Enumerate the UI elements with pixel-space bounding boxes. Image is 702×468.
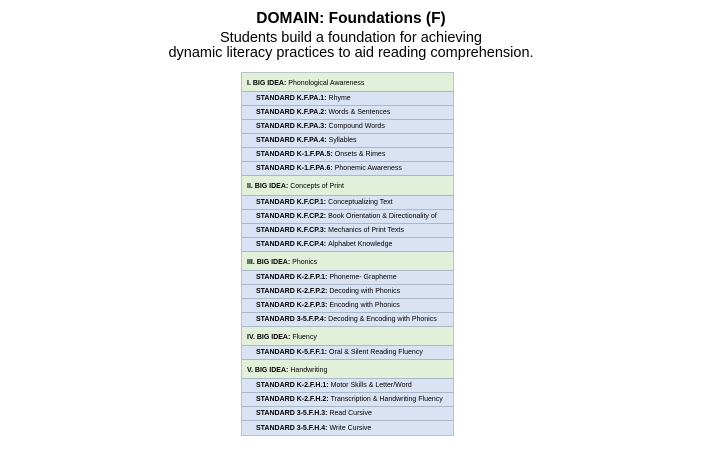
standard-row (242, 92, 453, 106)
standard-name: Conceptualizing Text (328, 199, 393, 206)
standard-row (242, 224, 453, 238)
big-idea-name: Phonics (292, 259, 318, 266)
standard-name: Alphabet Knowledge (328, 241, 393, 248)
standard-row (242, 346, 453, 360)
standard-code: STANDARD K.F.PA.2: (256, 109, 327, 116)
page-subtitle (0, 31, 702, 61)
standard-name: Transcription & Handwriting Fluency (330, 396, 443, 403)
standard-row (242, 210, 453, 224)
big-idea-name: Fluency (292, 334, 317, 341)
subtitle-line: Students build a foundation for achieving (220, 30, 482, 46)
big-idea-name: Phonological Awareness (288, 80, 365, 87)
standard-code: STANDARD 3-5.F.P.4: (256, 316, 327, 323)
standard-name: Decoding with Phonics (329, 288, 401, 295)
standard-code: STANDARD K-1.F.PA.6: (256, 165, 333, 172)
standard-code: STANDARD K.F.CP.2: (256, 213, 327, 220)
standard-code: STANDARD K-5.F.F.1: (256, 349, 328, 356)
big-idea-row (242, 252, 453, 271)
standard-row (242, 106, 453, 120)
standard-name: Mechanics of Print Texts (328, 227, 404, 234)
standard-name: Phoneme- Grapheme (329, 274, 397, 281)
standard-row (242, 134, 453, 148)
standard-code: STANDARD K-2.F.H.2: (256, 396, 329, 403)
standard-code: STANDARD 3-5.F.H.3: (256, 410, 328, 417)
standard-row (242, 271, 453, 285)
standard-row (242, 148, 453, 162)
standard-name: Book Orientation & Directionality of (328, 213, 437, 220)
standard-code: STANDARD K-1.F.PA.5: (256, 151, 333, 158)
big-idea-row (242, 73, 453, 92)
subtitle-line: dynamic literacy practices to aid reading comprehension. (168, 45, 534, 61)
standard-name: Motor Skills & Letter/Word (330, 382, 412, 389)
standard-row (242, 379, 453, 393)
standard-name: Syllables (328, 137, 357, 144)
big-idea-name: Handwriting (290, 367, 328, 374)
standard-row (242, 407, 453, 421)
standard-name: Decoding & Encoding with Phonics (328, 316, 437, 323)
standard-code: STANDARD K-2.F.P.3: (256, 302, 328, 309)
big-idea-name: Concepts of Print (290, 183, 344, 190)
standard-code: STANDARD K-2.F.P.2: (256, 288, 328, 295)
page-title: DOMAIN: Foundations (F) (256, 10, 446, 27)
standard-code: STANDARD K.F.PA.3: (256, 123, 327, 130)
standard-code: STANDARD 3-5.F.H.4: (256, 424, 328, 432)
big-idea-row (242, 360, 453, 379)
standard-code: STANDARD K.F.PA.1: (256, 95, 327, 102)
standard-row (242, 196, 453, 210)
standard-name: Write Cursive (329, 424, 372, 432)
standard-name: Oral & Silent Reading Fluency (329, 349, 423, 356)
standard-row (242, 238, 453, 252)
big-idea-label: I. BIG IDEA: (247, 80, 287, 87)
standard-row (242, 162, 453, 176)
standard-name: Onsets & Rimes (334, 151, 386, 158)
standard-code: STANDARD K-2.F.P.1: (256, 274, 328, 281)
standard-code: STANDARD K.F.CP.4: (256, 241, 327, 248)
standard-name: Read Cursive (329, 410, 372, 417)
standard-name: Phonemic Awareness (334, 165, 402, 172)
standard-row (242, 299, 453, 313)
standard-code: STANDARD K.F.CP.1: (256, 199, 327, 206)
standard-name: Words & Sentences (328, 109, 391, 116)
big-idea-label: III. BIG IDEA: (247, 259, 291, 266)
standard-row (242, 313, 453, 327)
standard-row (242, 285, 453, 299)
big-idea-row (242, 327, 453, 346)
big-idea-label: II. BIG IDEA: (247, 183, 289, 190)
big-idea-label: IV. BIG IDEA: (247, 334, 291, 341)
standard-row (242, 393, 453, 407)
big-idea-row (242, 176, 453, 196)
standard-name: Encoding with Phonics (329, 302, 400, 309)
standard-code: STANDARD K.F.CP.3: (256, 227, 327, 234)
standard-name: Rhyme (328, 95, 351, 102)
standard-row (242, 120, 453, 134)
big-idea-label: V. BIG IDEA: (247, 367, 289, 374)
standards-table (241, 72, 454, 436)
standard-row (242, 421, 453, 435)
standard-code: STANDARD K-2.F.H.1: (256, 382, 329, 389)
standard-code: STANDARD K.F.PA.4: (256, 137, 327, 144)
standard-name: Compound Words (328, 123, 385, 130)
